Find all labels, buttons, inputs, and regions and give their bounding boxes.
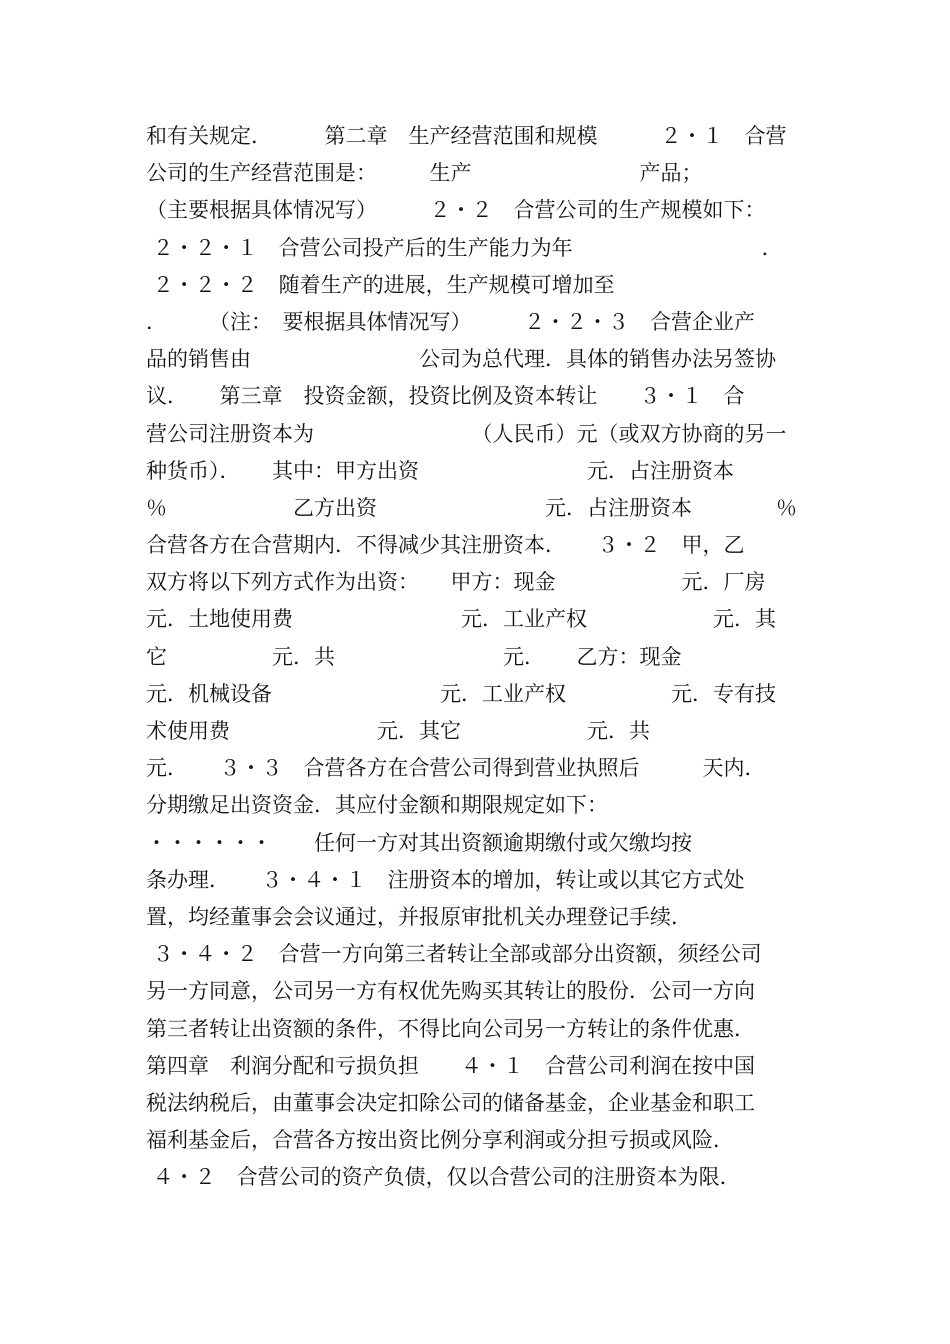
text-line: （主要根据具体情况写） ２・２ 合营公司的生产规模如下： xyxy=(146,198,766,223)
text-line: ％ 乙方出资 元．占注册资本 ％ xyxy=(146,495,797,520)
text-line: ． （注： 要根据具体情况写） ２・２・３ 合营企业产 xyxy=(146,309,755,334)
contract-text-body xyxy=(146,118,806,1196)
text-line: 分期缴足出资资金．其应付金额和期限规定如下： xyxy=(146,793,608,818)
text-line: 公司的生产经营范围是： 生产 产品； xyxy=(146,161,703,186)
text-line: ４・２ 合营公司的资产负债，仅以合营公司的注册资本为限． xyxy=(146,1165,741,1190)
text-line: ３・４・２ 合营一方向第三者转让全部或部分出资额，须经公司 xyxy=(146,942,762,967)
text-line: 双方将以下列方式作为出资： 甲方：现金 元．厂房 xyxy=(146,570,766,595)
text-line: 第三者转让出资额的条件，不得比向公司另一方转让的条件优惠． xyxy=(146,1016,755,1041)
text-line: 置，均经董事会会议通过，并报原审批机关办理登记手续． xyxy=(146,904,692,929)
text-line: 它 元．共 元． 乙方：现金 xyxy=(146,644,682,669)
text-line: 条办理． ３・４・１ 注册资本的增加，转让或以其它方式处 xyxy=(146,867,745,892)
text-line: 元．机械设备 元．工业产权 元．专有技 xyxy=(146,681,776,706)
text-line: 和有关规定． 第二章 生产经营范围和规模 ２・１ 合营 xyxy=(146,124,787,148)
text-line: ２・２・２ 随着生产的进展，生产规模可增加至 xyxy=(146,272,615,297)
text-line: 术使用费 元．其它 元．共 xyxy=(146,719,650,743)
text-line: 合营各方在合营期内．不得减少其注册资本． ３・２ 甲，乙 xyxy=(146,533,745,558)
text-line: ２・２・１ 合营公司投产后的生产能力为年 ． xyxy=(146,235,783,260)
text-line: 元．土地使用费 元．工业产权 元．其 xyxy=(146,607,776,632)
text-line: 福利基金后，合营各方按出资比例分享利润或分担亏损或风险． xyxy=(146,1128,734,1153)
text-line: ・・・・・・ 任何一方对其出资额逾期缴付或欠缴均按 xyxy=(146,830,692,855)
text-line: 品的销售由 公司为总代理．具体的销售办法另签协 xyxy=(146,347,776,372)
text-line: 营公司注册资本为 （人民币）元（或双方协商的另一 xyxy=(146,421,787,446)
text-line: 第四章 利润分配和亏损负担 ４・１ 合营公司利润在按中国 xyxy=(146,1053,755,1078)
text-line: 议． 第三章 投资金额，投资比例及资本转让 ３・１ 合 xyxy=(146,384,745,409)
text-line: 税法纳税后，由董事会决定扣除公司的储备基金，企业基金和职工 xyxy=(146,1090,755,1115)
text-line: 元． ３・３ 合营各方在合营公司得到营业执照后 天内． xyxy=(146,756,766,781)
text-line: 另一方同意，公司另一方有权优先购买其转让的股份．公司一方向 xyxy=(146,979,755,1004)
text-line: 种货币）． 其中：甲方出资 元．占注册资本 xyxy=(146,458,734,483)
